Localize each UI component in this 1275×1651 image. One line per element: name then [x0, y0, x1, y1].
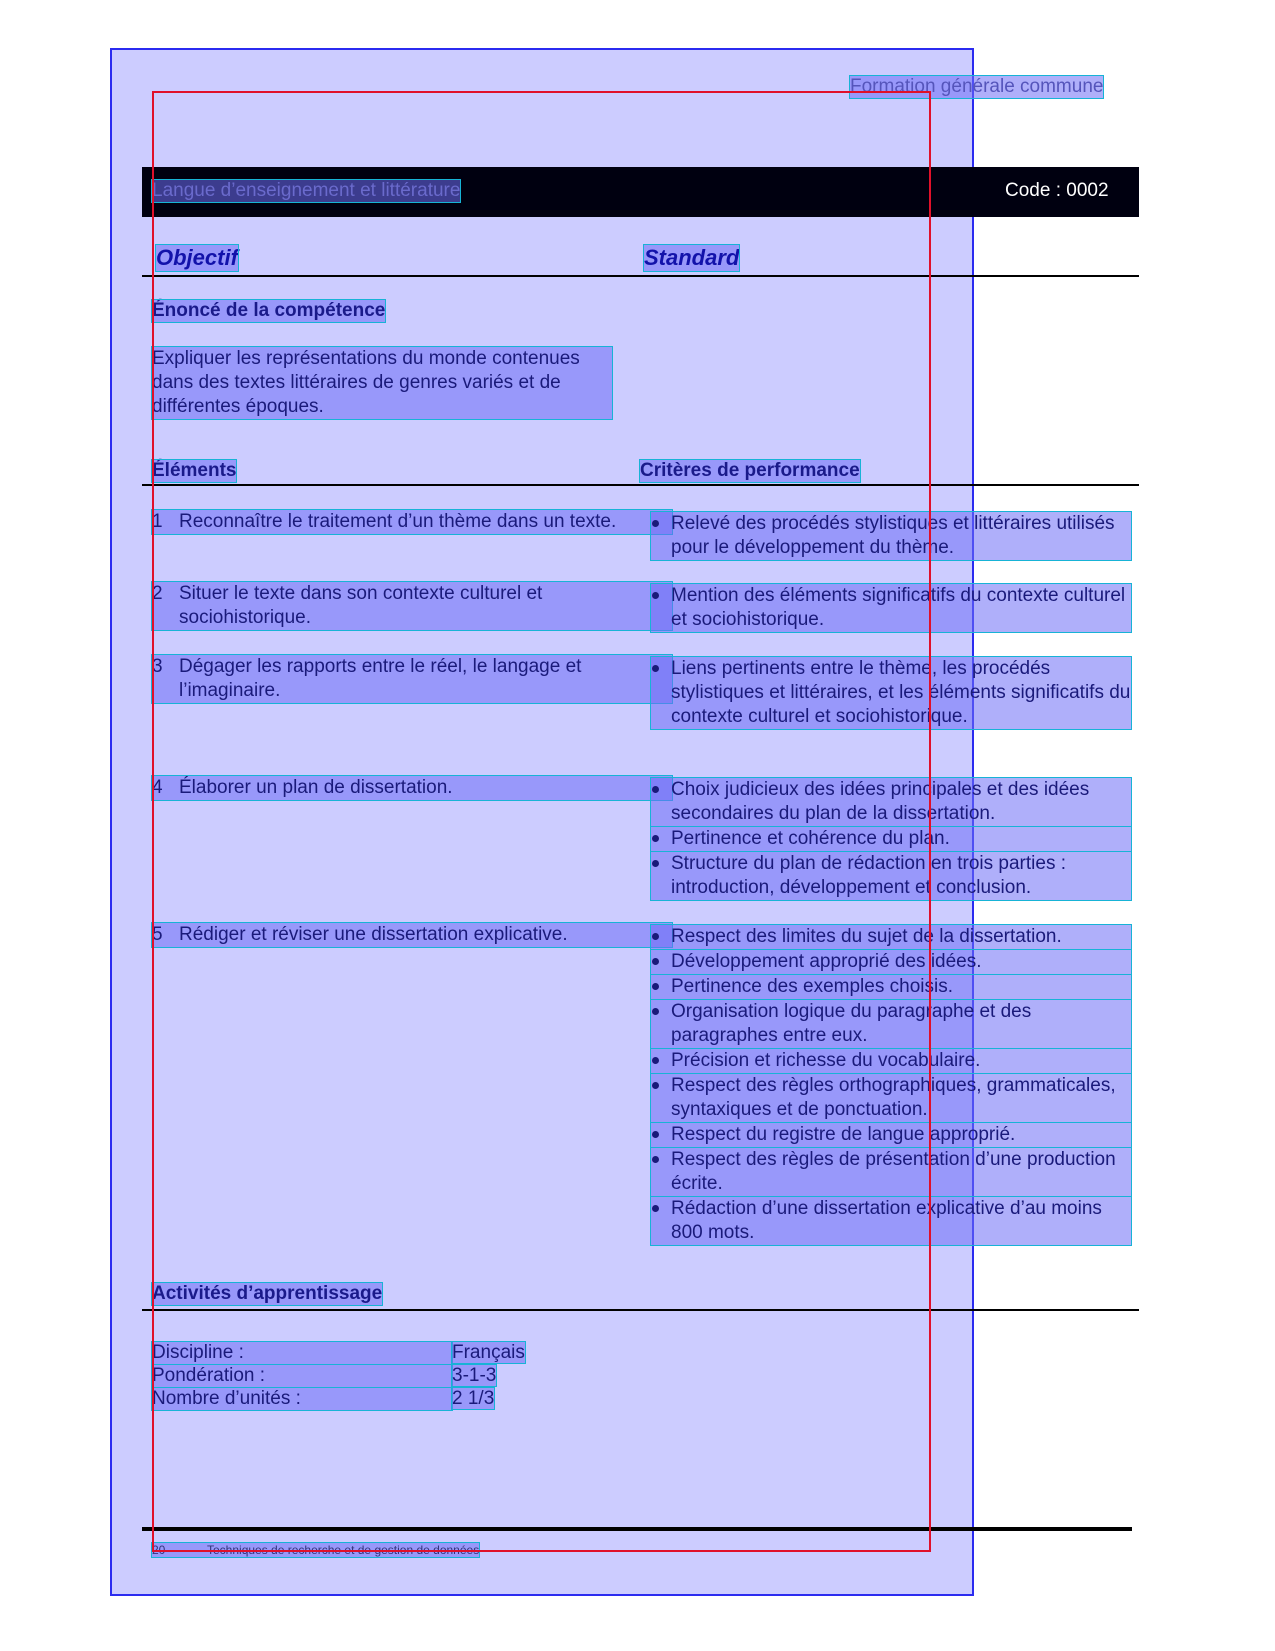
criteria-item: Pertinence et cohérence du plan.: [651, 827, 1131, 851]
objectif-heading: Objectif: [156, 245, 238, 270]
program-header: Formation générale commune: [850, 76, 1104, 97]
page-number: 20: [152, 1543, 166, 1557]
course-title: Langue d’enseignement et littérature: [152, 180, 461, 201]
ponderation-value: 3-1-3: [452, 1365, 497, 1386]
element-number: 3: [152, 656, 163, 677]
element-text: Rédiger et réviser une dissertation explicative.: [179, 924, 568, 945]
criteria-item: Respect du registre de langue approprié.: [651, 1123, 1131, 1147]
criteria-item: Relevé des procédés stylistiques et littéraires utilisés pour le développement du thème.: [651, 512, 1131, 560]
content-region-overlay: [152, 91, 931, 1552]
element-text: Dégager les rapports entre le réel, le langage et l’imaginaire.: [179, 656, 582, 701]
unites-label: Nombre d’unités :: [152, 1388, 452, 1410]
criteria-item: Développement approprié des idées.: [651, 950, 1131, 974]
discipline-value: Français: [452, 1342, 525, 1363]
footer-program: Techniques de recherche et de gestion de données: [207, 1543, 480, 1557]
criteria-item: Rédaction d’une dissertation explicative d’au moins 800 mots.: [651, 1197, 1131, 1245]
standard-heading: Standard: [644, 245, 740, 270]
criteria-item: Respect des règles de présentation d’une production écrite.: [651, 1148, 1131, 1196]
enonce-heading: Énoncé de la compétence: [152, 300, 386, 321]
criteres-heading: Critères de performance: [640, 460, 860, 481]
element-number: 1: [152, 511, 163, 532]
element-text: Élaborer un plan de dissertation.: [179, 777, 453, 798]
course-code: Code : 0002: [1005, 180, 1109, 201]
criteria-item: Liens pertinents entre le thème, les procédés stylistiques et littéraires, et les éléments significatifs du contexte culturel et sociohistorique.: [651, 657, 1131, 729]
criteria-item: Mention des éléments significatifs du contexte culturel et sociohistorique.: [651, 584, 1131, 632]
enonce-text: Expliquer les représentations du monde contenues dans des textes littéraires de genres variés et de différentes époques.: [152, 347, 612, 419]
ponderation-label: Pondération :: [152, 1365, 452, 1387]
criteria-item: Respect des règles orthographiques, grammaticales, syntaxiques et de ponctuation.: [651, 1074, 1131, 1122]
criteria-item: Organisation logique du paragraphe et des paragraphes entre eux.: [651, 1000, 1131, 1048]
elements-heading: Éléments: [152, 460, 237, 481]
criteria-item: Précision et richesse du vocabulaire.: [651, 1049, 1131, 1073]
unites-value: 2 1/3: [452, 1388, 495, 1409]
element-text: Reconnaître le traitement d’un thème dans un texte.: [179, 511, 617, 532]
criteria-item: Pertinence des exemples choisis.: [651, 975, 1131, 999]
element-number: 2: [152, 583, 163, 604]
element-number: 4: [152, 777, 163, 798]
element-text: Situer le texte dans son contexte culturel et sociohistorique.: [179, 583, 543, 628]
criteria-item: Respect des limites du sujet de la dissertation.: [651, 925, 1131, 949]
criteria-item: Structure du plan de rédaction en trois parties : introduction, développement et conclusion.: [651, 852, 1131, 900]
criteria-item: Choix judicieux des idées principales et des idées secondaires du plan de la dissertation.: [651, 778, 1131, 826]
element-number: 5: [152, 924, 163, 945]
discipline-label: Discipline :: [152, 1342, 452, 1364]
activites-heading: Activités d’apprentissage: [152, 1283, 383, 1304]
